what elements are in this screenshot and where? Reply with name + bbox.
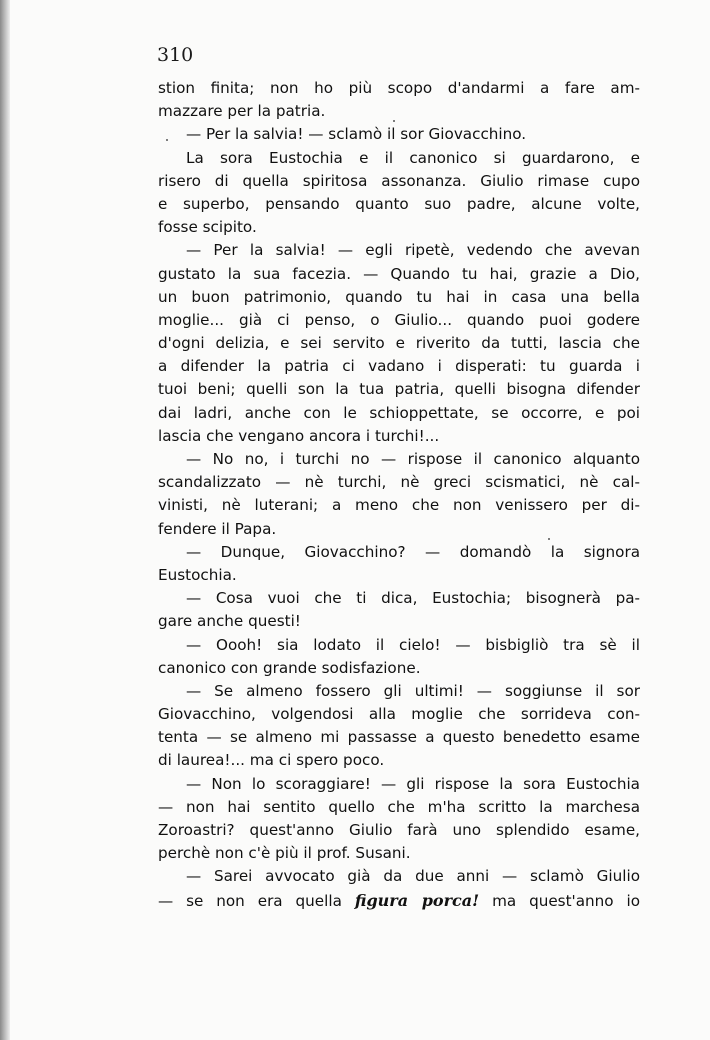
text-line: d'ogni delizia, e sei servito e riverito da tutti, lascia che [158,334,640,353]
text-line: — Per la salvia! — egli ripetè, vedendo che avevan [186,241,640,260]
page-number: 310 [157,44,194,66]
text-line: — Sarei avvocato già da due anni — sclamò Giulio [186,867,640,886]
text-line: tenta — se almeno mi passasse a questo benedetto esame [158,728,640,747]
italic-phrase: figura porca! [354,890,480,910]
text-line: — Cosa vuoi che ti dica, Eustochia; bisognerà pa- [186,589,640,608]
text-line: Zoroastri? quest'anno Giulio farà uno splendido esame, [158,821,640,839]
text-line: — non hai sentito quello che m'ha scritto la marchesa [158,797,640,816]
final-line-after: ma quest'anno io [492,891,641,910]
text-line: — No no, i turchi no — rispose il canonico alquanto [186,450,640,468]
text-line: stion finita; non ho più scopo d'andarmi a fare am- [158,79,640,97]
print-speck [166,139,168,141]
body-text [158,77,640,912]
text-line: vinisti, nè luterani; a meno che non venissero per di- [158,496,640,515]
text-line: scandalizzato — nè turchi, nè greci scismatici, nè cal- [158,473,640,492]
binding-edge [0,0,10,1040]
text-line: — Per la salvia! — sclamò il sor Giovacchino. [186,125,527,144]
text-line: — Non lo scoraggiare! — gli rispose la sora Eustochia [186,774,640,793]
final-line [158,889,640,912]
text-line: perchè non c'è più il prof. Susani. [158,844,411,863]
text-line: La sora Eustochia e il canonico si guardarono, e [186,148,640,167]
text-line: moglie... già ci penso, o Giulio... quando puoi godere [158,310,640,329]
text-line: lascia che vengano ancora i turchi!... [158,426,440,445]
text-line: tuoi beni; quelli son la tua patria, quelli bisogna difender [158,380,640,399]
text-line: risero di quella spiritosa assonanza. Giulio rimase cupo [158,171,640,190]
text-line: gustato la sua facezia. — Quando tu hai, grazie a Dio, [158,264,640,283]
text-line: fendere il Papa. [158,519,277,538]
text-line: canonico con grande sodisfazione. [158,658,421,677]
text-lines [158,77,640,889]
text-line: di laurea!... ma ci spero poco. [158,751,385,770]
text-line: fosse scipito. [158,218,257,237]
final-line-before: — se non era quella [158,891,342,910]
text-line: un buon patrimonio, quando tu hai in casa una bella [158,287,640,306]
text-line: a difender la patria ci vadano i disperati: tu guarda i [158,357,640,376]
text-line: gare anche questi! [158,612,301,631]
text-line: — Dunque, Giovacchino? — domandò la signora [186,542,640,561]
print-speck [548,538,550,540]
text-line: mazzare per la patria. [158,102,326,121]
text-line: — Oooh! sia lodato il cielo! — bisbigliò tra sè il [186,635,640,654]
text-line: Giovacchino, volgendosi alla moglie che sorrideva con- [158,705,640,724]
text-line: — Se almeno fossero gli ultimi! — soggiunse il sor [186,681,640,700]
print-speck [393,120,395,122]
text-line: Eustochia. [158,565,237,584]
text-line: dai ladri, anche con le schioppettate, se occorre, e poi [158,403,640,422]
text-line: e superbo, pensando quanto suo padre, alcune volte, [158,194,640,213]
